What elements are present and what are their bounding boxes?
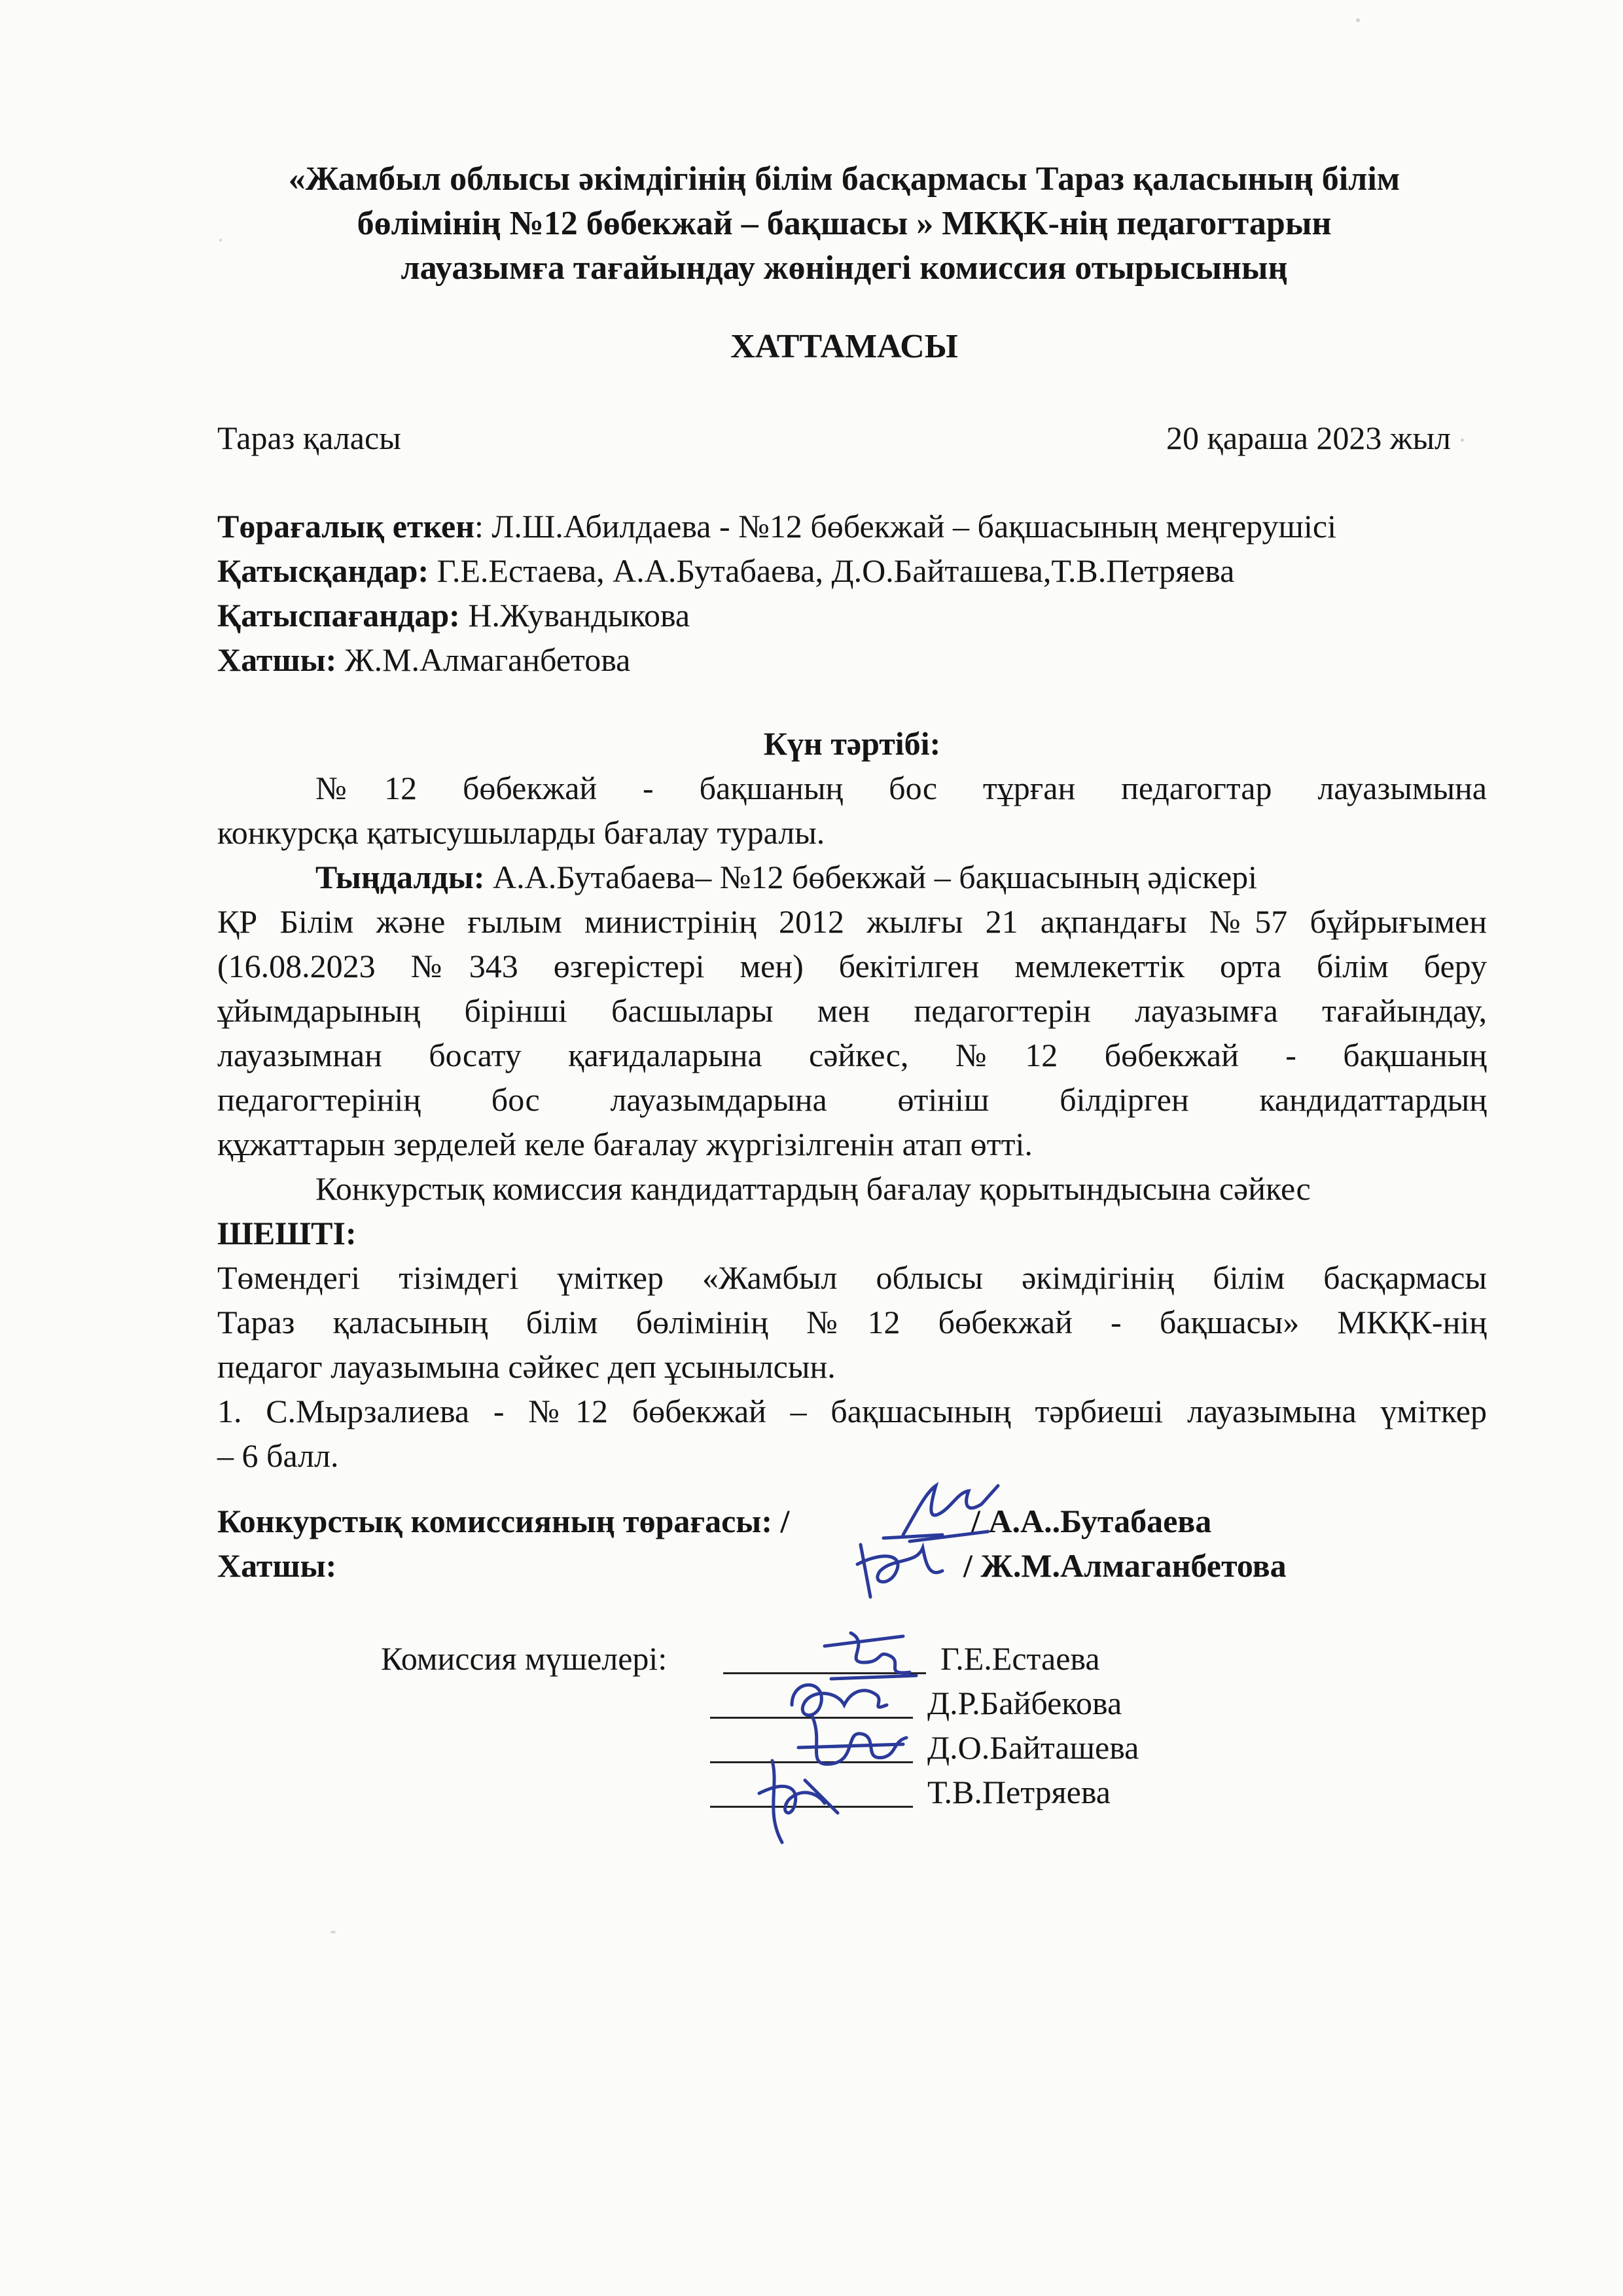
agenda-heading: Күн тәртібі: xyxy=(763,725,941,762)
member-name-3: Д.О.Байташева xyxy=(927,1729,1139,1766)
heard-text-line-1: ҚР Білім және ғылым министрінің 2012 жылғы 21 ақпандағы №57 бұйрығымен xyxy=(217,903,1487,940)
chair-line xyxy=(217,504,1487,548)
present-value: Г.Е.Естаева, А.А.Бутабаева, Д.О.Байташева,Т.В.Петряева xyxy=(429,552,1235,589)
agenda-line-2: конкурсқа қатысушыларды бағалау туралы. xyxy=(217,814,825,851)
title-line-1: «Жамбыл облысы әкімдігінің білім басқармасы Тараз қаласының білім xyxy=(288,160,1400,198)
heard-text-line-5: педагогтерінің бос лауазымдарына өтініш білдірген кандидаттардың xyxy=(217,1081,1487,1118)
decision-heading: ШЕШТІ: xyxy=(217,1215,357,1251)
chair-label: Төрағалық еткен xyxy=(217,508,475,545)
agenda-line-1: №12 бөбекжай - бақшаның бос тұрған педагогтар лауазымына xyxy=(315,770,1487,806)
chair-signature-label: Конкурстық комиссияның төрағасы: / xyxy=(217,1503,790,1539)
heard-text-line-2: (16.08.2023 №343 өзгерістері мен) бекітілген мемлекеттік орта білім беру xyxy=(217,948,1487,984)
scan-speck xyxy=(1461,439,1464,442)
absent-line xyxy=(217,593,1487,637)
absent-value: Н.Жувандыкова xyxy=(459,597,690,634)
scan-speck xyxy=(1356,18,1360,22)
scan-speck xyxy=(330,1931,336,1933)
heard-text-line-4: лауазымнан босату қағидаларына сәйкес, №12 бөбекжай - бақшаның xyxy=(217,1037,1487,1073)
heard-text-line-3: ұйымдарының бірінші басшылары мен педагогтерін лауазымға тағайындау, xyxy=(217,992,1487,1029)
member-name-1: Г.Е.Естаева xyxy=(940,1640,1100,1677)
present-line xyxy=(217,548,1487,593)
document-type-heading: ХАТТАМАСЫ xyxy=(730,328,958,365)
decision-line-2: Тараз қаласының білім бөлімінің №12 бөбекжай - бақшасы» МКҚК-нің xyxy=(217,1304,1487,1340)
decision-intro: Конкурстық комиссия кандидаттардың бағалау қорытындысына сәйкес xyxy=(315,1170,1311,1207)
chair-value: : Л.Ш.Абилдаева - №12 бөбекжай – бақшасының меңгерушісі xyxy=(474,508,1336,545)
secretary-line xyxy=(217,637,1487,682)
decision-line-1: Төмендегі тізімдегі үміткер «Жамбыл облысы әкімдігінің білім басқармасы xyxy=(217,1259,1487,1296)
title-line-2: бөлімінің №12 бөбекжай – бақшасы » МКҚК-нің педагогтарын xyxy=(357,205,1332,242)
heard-text-line-6: құжаттарын зерделей келе бағалау жүргізілгенін атап өтті. xyxy=(217,1126,1033,1162)
city: Тараз қаласы xyxy=(217,420,401,456)
absent-label: Қатыспағандар: xyxy=(217,597,460,634)
present-label: Қатысқандар: xyxy=(217,552,429,589)
secretary-handwritten-signature xyxy=(844,1525,955,1604)
date: 20 қараша 2023 жыл xyxy=(1166,420,1451,456)
heard-label: Тыңдалды: xyxy=(315,859,485,895)
attendees-block xyxy=(217,504,1487,682)
secretary-label: Хатшы: xyxy=(217,641,337,678)
document-title xyxy=(196,157,1492,291)
decision-block xyxy=(217,1166,1487,1478)
decision-item-1-line-1: 1. С.Мырзалиева - №12 бөбекжай – бақшасының тәрбиеші лауазымына үміткер xyxy=(217,1393,1487,1429)
heard-value: А.А.Бутабаева– №12 бөбекжай – бақшасының әдіскері xyxy=(484,859,1258,895)
decision-item-1-line-2: – 6 балл. xyxy=(217,1437,339,1474)
member-name-4: Т.В.Петряева xyxy=(927,1774,1111,1810)
secretary-signature-label: Хатшы: xyxy=(217,1547,337,1584)
agenda-body xyxy=(217,766,1487,855)
heard-block xyxy=(217,855,1487,1166)
member-name-2: Д.Р.Байбекова xyxy=(927,1685,1122,1721)
member-signature-4 xyxy=(746,1741,851,1852)
secretary-signature-name: / Ж.М.Алмаганбетова xyxy=(963,1547,1287,1584)
chair-signature-name: / А.А..Бутабаева xyxy=(971,1503,1212,1539)
heard-line xyxy=(217,855,1487,899)
decision-line-3: педагог лауазымына сәйкес деп ұсынылсын. xyxy=(217,1348,836,1385)
scan-speck xyxy=(219,239,222,242)
title-line-3: лауазымға тағайындау жөніндегі комиссия отырысының xyxy=(401,249,1288,287)
members-label: Комиссия мүшелері: xyxy=(381,1640,668,1677)
secretary-value: Ж.М.Алмаганбетова xyxy=(336,641,631,678)
